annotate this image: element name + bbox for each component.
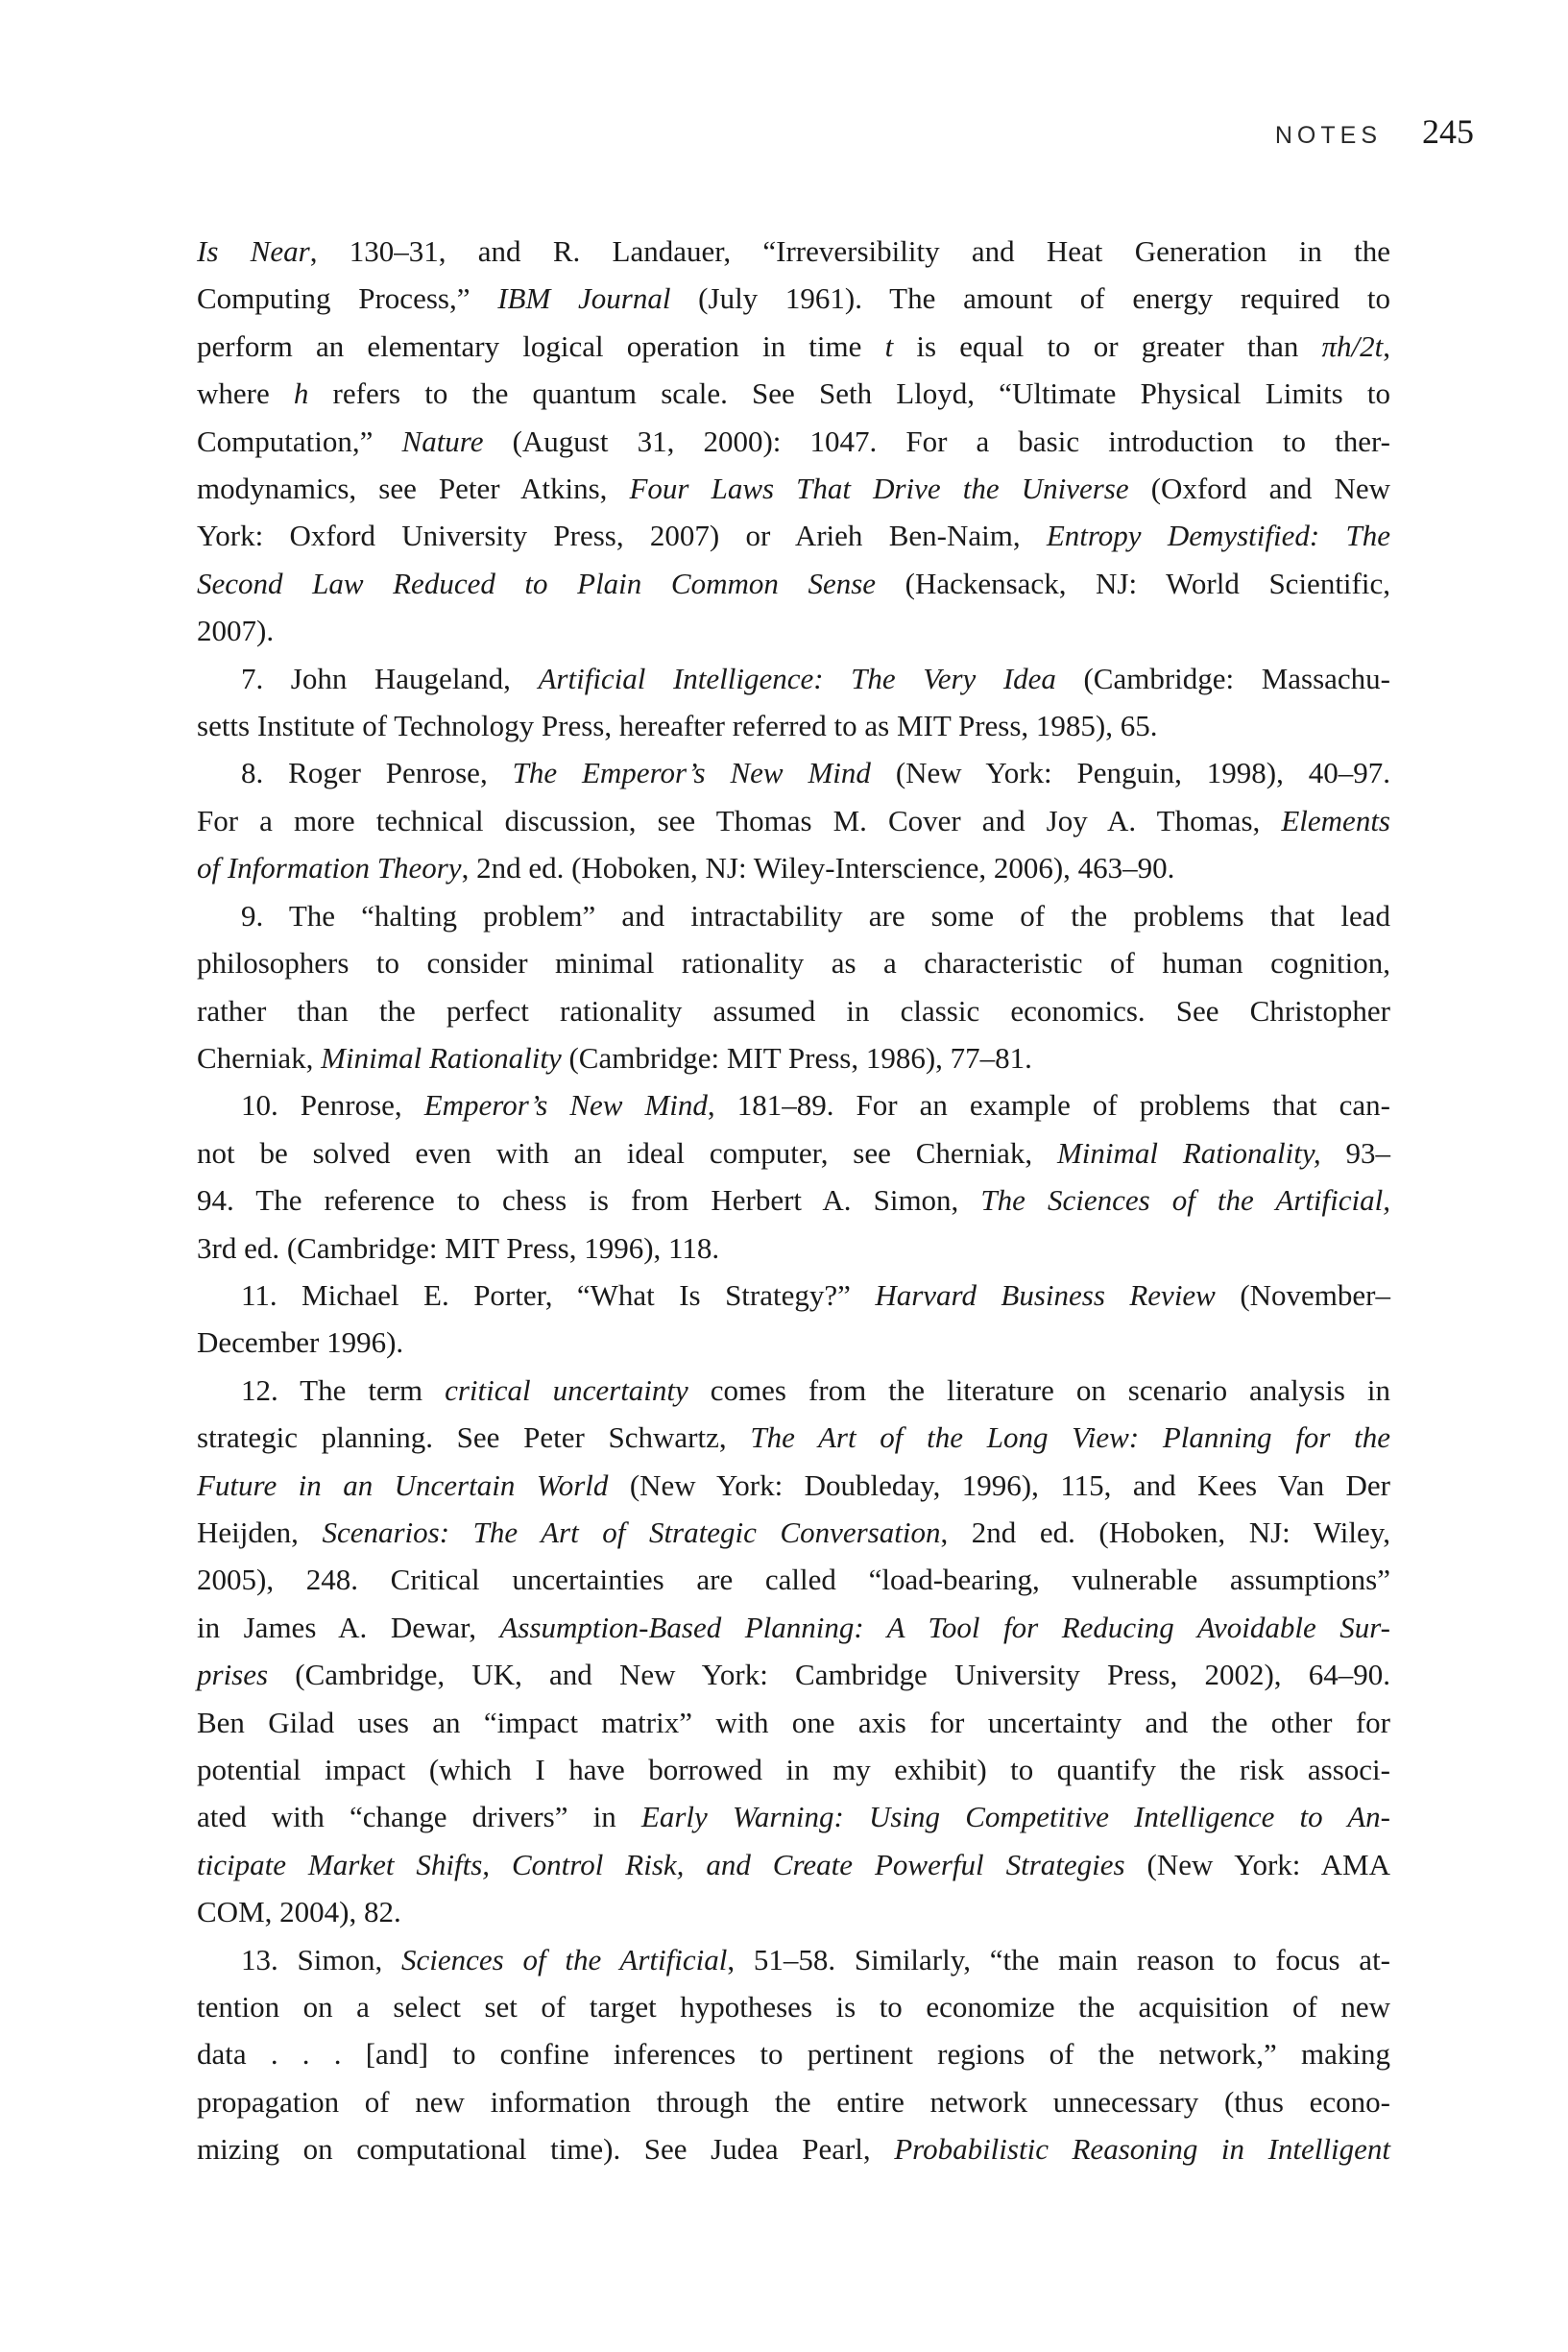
text-segment: strategic planning. See Peter Schwartz, — [197, 1420, 751, 1455]
italic-text-segment: The Art of the Long View: Planning for the — [750, 1420, 1390, 1455]
italic-text-segment: of Information Theory — [197, 851, 462, 885]
text-line — [197, 2078, 1390, 2125]
text-line — [197, 844, 1390, 891]
text-line — [197, 323, 1390, 370]
italic-text-segment: Elements — [1281, 803, 1390, 837]
text-segment: (New York: Doubleday, 1996), 115, and Kees Van Der — [608, 1467, 1390, 1502]
page-number: 245 — [1422, 112, 1474, 151]
text-segment: (July 1961). The amount of energy required to — [670, 281, 1390, 316]
text-line — [197, 1983, 1390, 2030]
italic-text-segment: Nature — [401, 424, 484, 458]
text-segment: 93– — [1320, 1135, 1391, 1170]
text-segment: data . . . [and] to confine inferences to pertinent regions of the network,” making — [197, 2037, 1390, 2072]
text-line — [197, 1462, 1390, 1509]
text-segment: mizing on computational time). See Judea Pearl, — [197, 2132, 895, 2167]
italic-text-segment: Scenarios: The Art of Strategic Conversation — [322, 1515, 941, 1549]
italic-text-segment: h — [293, 376, 309, 411]
text-segment: comes from the literature on scenario analysis in — [688, 1372, 1391, 1407]
text-segment: For a more technical discussion, see Thomas M. Cover and Joy A. Thomas, — [197, 803, 1282, 837]
text-segment: (Cambridge, UK, and New York: Cambridge University Press, 2002), 64–90. — [268, 1658, 1390, 1692]
text-line — [197, 2125, 1390, 2172]
text-segment: , 2nd ed. (Hoboken, NJ: Wiley-Interscience, 2006), 463–90. — [461, 851, 1175, 885]
text-line — [197, 275, 1390, 322]
text-segment: 94. The reference to chess is from Herbert A. Simon, — [197, 1183, 981, 1218]
italic-text-segment: Artificial Intelligence: The Very Idea — [538, 661, 1056, 695]
text-line — [197, 1841, 1390, 1888]
text-segment: ated with “change drivers” in — [197, 1800, 641, 1834]
text-line — [197, 607, 1390, 654]
text-segment: 2007). — [197, 614, 275, 648]
text-line — [197, 1081, 1390, 1128]
text-segment: 10. Penrose, — [241, 1088, 424, 1123]
text-segment: (November– — [1215, 1277, 1390, 1312]
text-line — [197, 1746, 1390, 1793]
text-line — [197, 1651, 1390, 1698]
text-line — [197, 1793, 1390, 1840]
text-segment: Computation,” — [197, 424, 402, 458]
text-segment: setts Institute of Technology Press, hereafter referred to as MIT Press, 1985), 65. — [197, 709, 1158, 743]
text-segment: refers to the quantum scale. See Seth Lloyd, “Ultimate Physical Limits to — [308, 376, 1390, 411]
text-line — [197, 1936, 1390, 1983]
text-line — [197, 1888, 1390, 1935]
italic-text-segment: The Sciences of the Artificial, — [980, 1183, 1391, 1218]
text-line — [197, 1176, 1390, 1224]
text-segment: 8. Roger Penrose, — [241, 756, 513, 790]
text-segment: Heijden, — [197, 1515, 323, 1549]
text-line — [197, 1129, 1390, 1176]
italic-text-segment: Early Warning: Using Competitive Intelligence to An- — [640, 1800, 1390, 1834]
italic-text-segment: Minimal Rationality — [321, 1040, 562, 1075]
italic-text-segment: Assumption-Based Planning: A Tool for Reducing Avoidable Sur- — [499, 1610, 1390, 1644]
italic-text-segment: Entropy Demystified: The — [1046, 519, 1390, 553]
italic-text-segment: IBM Journal — [497, 281, 671, 316]
text-segment: 7. John Haugeland, — [241, 661, 539, 695]
text-segment: Computing Process,” — [197, 281, 498, 316]
text-line — [197, 1319, 1390, 1366]
italic-text-segment: Emperor’s New Mind — [423, 1088, 708, 1123]
text-line — [197, 987, 1390, 1034]
italic-text-segment: Minimal Rationality, — [1056, 1135, 1321, 1170]
text-segment: in James A. Dewar, — [197, 1610, 500, 1644]
text-line — [197, 797, 1390, 844]
text-line — [197, 892, 1390, 939]
text-line — [197, 228, 1390, 275]
italic-text-segment: Is Near — [197, 234, 310, 268]
text-segment: (New York: AMA — [1124, 1847, 1390, 1881]
text-segment: perform an elementary logical operation in time — [197, 328, 885, 363]
text-line — [197, 1556, 1390, 1603]
text-line — [197, 370, 1390, 417]
text-segment: 12. The term — [241, 1372, 446, 1407]
text-line — [197, 1224, 1390, 1272]
text-segment: propagation of new information through the entire network unnecessary (thus econo- — [197, 2084, 1390, 2119]
italic-text-segment: Four Laws That Drive the Universe — [629, 472, 1129, 506]
text-segment: December 1996). — [197, 1325, 404, 1360]
italic-text-segment: The Emperor’s New Mind — [512, 756, 871, 790]
text-line — [197, 1699, 1390, 1746]
text-segment: , 2nd ed. (Hoboken, NJ: Wiley, — [940, 1515, 1391, 1549]
text-segment: (Hackensack, NJ: World Scientific, — [876, 566, 1390, 600]
text-segment: rather than the perfect rationality assumed in classic economics. See Christopher — [197, 993, 1390, 1028]
text-segment: (Cambridge: Massachu- — [1055, 661, 1390, 695]
text-line — [197, 465, 1390, 512]
italic-text-segment: Future in an Uncertain World — [197, 1467, 609, 1502]
text-segment: , — [1383, 328, 1391, 363]
text-line — [197, 1604, 1390, 1651]
italic-text-segment: critical uncertainty — [445, 1372, 688, 1407]
text-segment: 3rd ed. (Cambridge: MIT Press, 1996), 118. — [197, 1230, 720, 1265]
text-segment: , 130–31, and R. Landauer, “Irreversibility and Heat Generation in the — [309, 234, 1390, 268]
text-segment: , 181–89. For an example of problems that can- — [707, 1088, 1390, 1123]
text-segment: (Cambridge: MIT Press, 1986), 77–81. — [561, 1040, 1032, 1075]
text-line — [197, 1367, 1390, 1414]
text-segment: tention on a select set of target hypotheses is to economize the acquisition of new — [197, 1990, 1390, 2025]
text-segment: where — [197, 376, 294, 411]
italic-text-segment: Probabilistic Reasoning in Intelligent — [894, 2132, 1390, 2167]
text-line — [197, 512, 1390, 559]
text-line — [197, 702, 1390, 749]
section-label: NOTES — [1274, 122, 1382, 149]
text-segment: York: Oxford University Press, 2007) or Arieh Ben-Naim, — [197, 519, 1047, 553]
text-line — [197, 1509, 1390, 1556]
running-head — [1275, 111, 1474, 152]
text-line — [197, 560, 1390, 607]
text-segment: Cherniak, — [197, 1040, 322, 1075]
text-segment: (Oxford and New — [1128, 472, 1391, 506]
text-segment: 9. The “halting problem” and intractability are some of the problems that lead — [241, 898, 1390, 933]
text-segment: (New York: Penguin, 1998), 40–97. — [870, 756, 1390, 790]
text-line — [197, 1272, 1390, 1319]
text-segment: 13. Simon, — [241, 1942, 401, 1976]
text-block — [197, 228, 1390, 2173]
text-segment: 2005), 248. Critical uncertainties are called “load-bearing, vulnerable assumptions” — [197, 1563, 1390, 1597]
text-segment: 11. Michael E. Porter, “What Is Strategy?” — [241, 1277, 876, 1312]
text-line — [197, 2030, 1390, 2077]
italic-text-segment: Second Law Reduced to Plain Common Sense — [197, 566, 877, 600]
text-segment: (August 31, 2000): 1047. For a basic introduction to ther- — [483, 424, 1390, 458]
text-segment: COM, 2004), 82. — [197, 1895, 401, 1929]
text-segment: philosophers to consider minimal rationality as a characteristic of human cognition, — [197, 946, 1390, 981]
italic-text-segment: Sciences of the Artificial — [400, 1942, 728, 1976]
italic-text-segment: πh/2t — [1321, 328, 1384, 363]
text-line — [197, 1414, 1390, 1461]
text-line — [197, 939, 1390, 986]
text-line — [197, 749, 1390, 796]
text-line — [197, 418, 1390, 465]
italic-text-segment: t — [884, 328, 894, 363]
text-segment: Ben Gilad uses an “impact matrix” with one axis for uncertainty and the other for — [197, 1705, 1390, 1739]
text-segment: not be solved even with an ideal computer, see Cherniak, — [197, 1135, 1057, 1170]
italic-text-segment: prises — [197, 1658, 269, 1692]
italic-text-segment: ticipate Market Shifts, Control Risk, and Create Powerful Strategies — [197, 1847, 1125, 1881]
text-segment: potential impact (which I have borrowed in my exhibit) to quantify the risk associ- — [197, 1753, 1390, 1786]
text-segment: modynamics, see Peter Atkins, — [197, 472, 630, 506]
text-segment: , 51–58. Similarly, “the main reason to focus at- — [727, 1942, 1391, 1976]
text-segment: is equal to or greater than — [893, 328, 1322, 363]
text-line — [197, 655, 1390, 702]
text-line — [197, 1034, 1390, 1081]
italic-text-segment: Harvard Business Review — [875, 1277, 1216, 1312]
